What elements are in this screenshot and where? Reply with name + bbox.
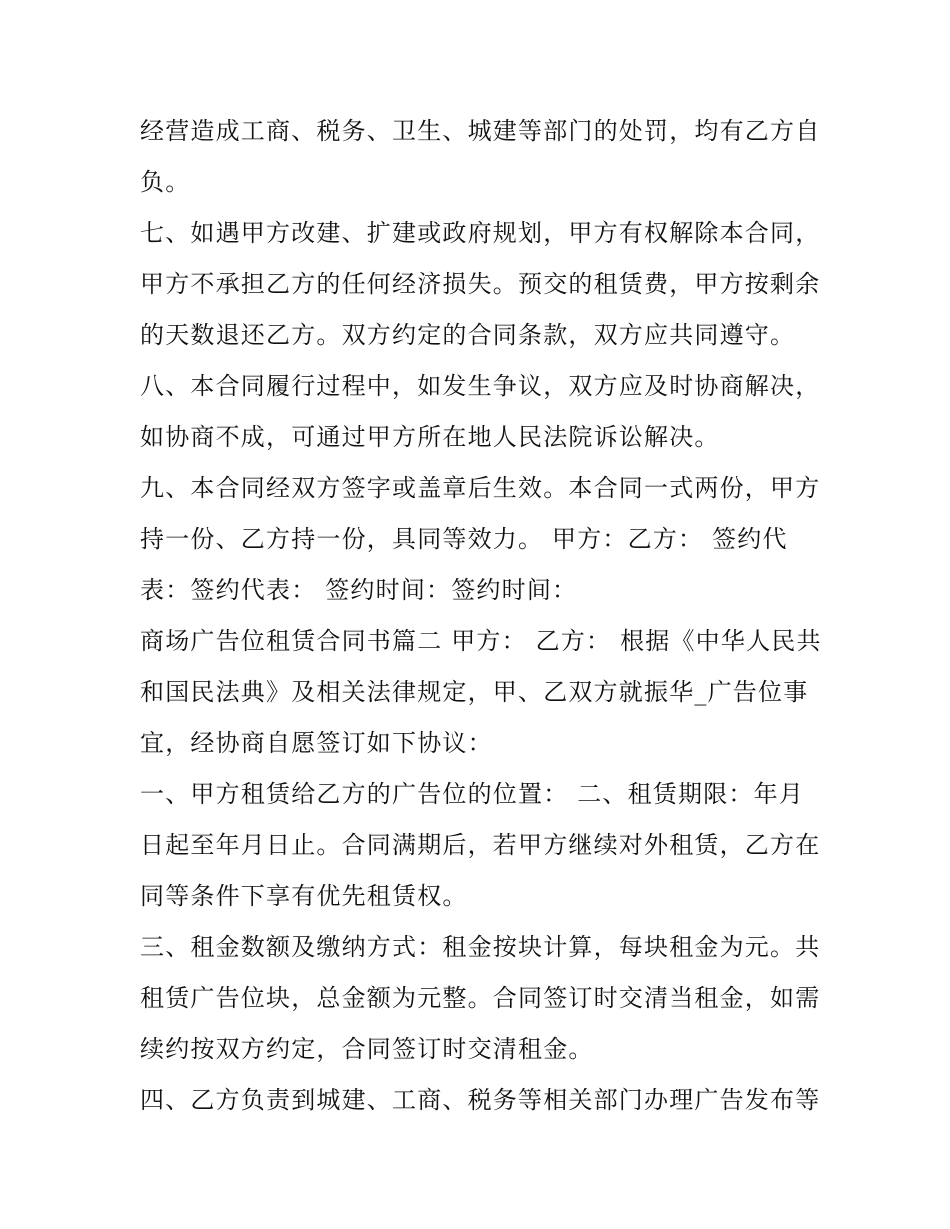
text-line: 和国民法典》及相关法律规定，甲、乙双方就振华_广告位事 xyxy=(140,678,809,706)
text-line: 商场广告位租赁合同书篇二 甲方： 乙方： 根据《中华人民共 xyxy=(140,627,822,655)
text-line: 四、乙方负责到城建、工商、税务等相关部门办理广告发布等 xyxy=(140,1086,821,1114)
text-line: 的天数退还乙方。双方约定的合同条款，双方应共同遵守。 xyxy=(140,321,796,349)
text-line: 九、本合同经双方签字或盖章后生效。本合同一式两份，甲方 xyxy=(140,474,821,502)
text-line: 一、甲方租赁给乙方的广告位的位置： 二、租赁期限：年月 xyxy=(140,780,805,808)
text-line: 宜，经协商自愿签订如下协议： xyxy=(140,729,493,757)
text-line: 三、租金数额及缴纳方式：租金按块计算，每块租金为元。共 xyxy=(140,933,821,961)
text-line: 经营造成工商、税务、卫生、城建等部门的处罚，均有乙方自 xyxy=(140,117,821,145)
text-line: 续约按双方约定，合同签订时交清租金。 xyxy=(140,1035,594,1063)
text-line: 持一份、乙方持一份，具同等效力。 甲方：乙方： 签约代 xyxy=(140,525,788,553)
text-line: 日起至年月日止。合同满期后，若甲方继续对外租赁，乙方在 xyxy=(140,831,821,859)
text-line: 八、本合同履行过程中，如发生争议，双方应及时协商解决， xyxy=(140,372,821,400)
text-line: 甲方不承担乙方的任何经济损失。预交的租赁费，甲方按剩余 xyxy=(140,270,821,298)
text-line: 租赁广告位块，总金额为元整。合同签订时交清当租金，如需 xyxy=(140,984,821,1012)
contract-body xyxy=(140,111,820,1131)
text-line: 负。 xyxy=(140,168,191,196)
text-line: 七、如遇甲方改建、扩建或政府规划，甲方有权解除本合同， xyxy=(140,219,821,247)
text-line: 如协商不成，可通过甲方所在地人民法院诉讼解决。 xyxy=(140,423,720,451)
text-line: 同等条件下享有优先租赁权。 xyxy=(140,882,468,910)
text-line: 表：签约代表： 签约时间：签约时间： xyxy=(140,576,578,604)
